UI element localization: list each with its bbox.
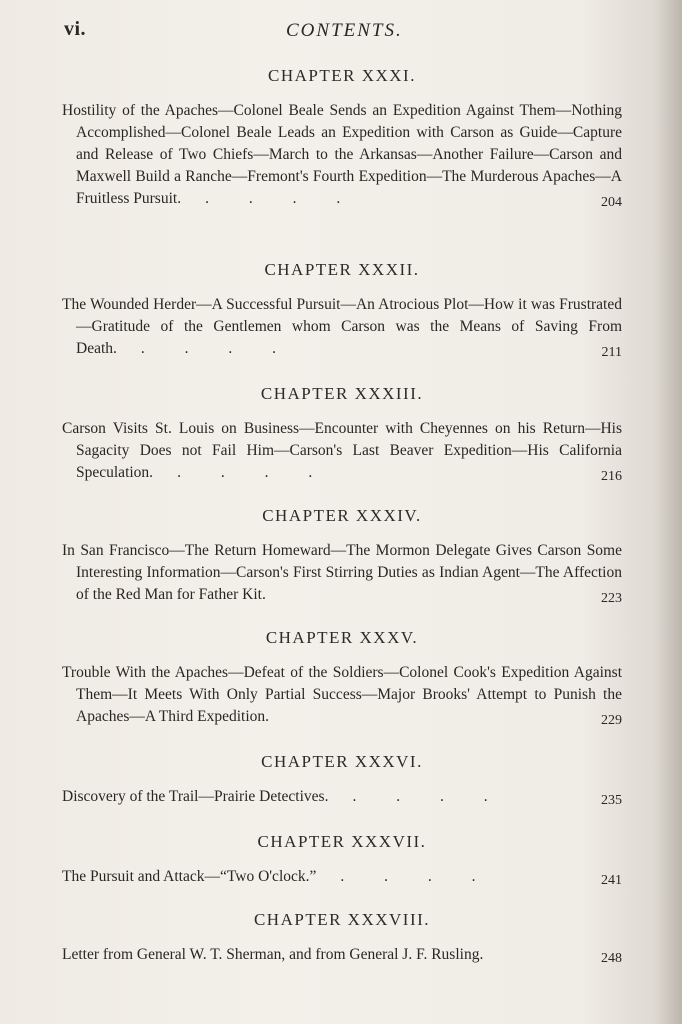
page-reference: 235: [601, 793, 622, 808]
page-reference: 204: [601, 195, 622, 210]
chapter-entry: [62, 832, 622, 892]
page-reference: 229: [601, 713, 622, 728]
chapter-summary: [62, 944, 622, 966]
summary-text: The Wounded Herder—A Successful Pursuit—An Atrocious Plot—How it was Frustrated—Gratitude of the Gentlemen whom Carson was the Means of Saving From Death.: [62, 296, 622, 357]
page-reference: 223: [601, 591, 622, 606]
page-reference: 216: [601, 469, 622, 484]
chapter-summary: [62, 540, 622, 606]
chapter-title: CHAPTER XXXII.: [264, 260, 420, 279]
dot-leader: . . . .: [140, 340, 295, 357]
page-reference: 248: [601, 951, 622, 966]
chapter-title: CHAPTER XXXVIII.: [253, 910, 431, 929]
chapter-summary: [62, 662, 622, 728]
page-number: vi.: [64, 18, 87, 40]
dot-leader: . . . .: [352, 788, 506, 805]
chapter-summary: [62, 294, 622, 360]
chapter-entry: [62, 752, 622, 812]
chapter-entry: [62, 384, 622, 488]
chapter-title: CHAPTER XXXIV.: [262, 506, 422, 525]
chapter-title: CHAPTER XXXV.: [265, 628, 419, 647]
summary-text: Carson Visits St. Louis on Business—Encounter with Cheyennes on his Return—His Sagacity Does not Fail Him—Carson's Last Beaver Expedition—His California Speculation.: [62, 420, 622, 481]
chapter-title: CHAPTER XXXI.: [268, 66, 416, 85]
page-reference: 211: [601, 345, 622, 360]
chapter-title: CHAPTER XXXVII.: [257, 832, 427, 851]
summary-text: In San Francisco—The Return Homeward—The Mormon Delegate Gives Carson Some Interesting Information—Carson's First Stirring Duties as Indian Agent—The Affection of the Red Man for Father Kit.: [62, 542, 622, 603]
summary-text: Hostility of the Apaches—Colonel Beale Sends an Expedition Against Them—Nothing Accomplished—Colonel Beale Leads an Expedition with Carson as Guide—Capture and Release of Two Chiefs—March to the Arkansas—Another Failure—Carson and Maxwell Build a Ranche—Fremont's Fourth Expedition—The Murderous Apaches—A Fruitless Pursuit.: [62, 102, 622, 207]
chapter-summary: [62, 786, 622, 808]
running-head: CONTENTS.: [286, 20, 403, 41]
dot-leader: . . . .: [177, 464, 331, 481]
chapter-entry: [62, 506, 622, 610]
chapter-summary: [62, 100, 622, 210]
summary-text: Letter from General W. T. Sherman, and from General J. F. Rusling.: [62, 946, 484, 963]
summary-text: The Pursuit and Attack—“Two O'clock.”: [62, 868, 317, 885]
chapter-entry: [62, 66, 622, 214]
chapter-entry: [62, 260, 622, 364]
chapter-summary: [62, 418, 622, 484]
dot-leader: . . . .: [205, 190, 359, 207]
summary-text: Discovery of the Trail—Prairie Detectives.: [62, 788, 329, 805]
chapter-entry: [62, 910, 622, 970]
page-curl-shadow: [654, 0, 682, 1024]
chapter-title: CHAPTER XXXVI.: [261, 752, 423, 771]
page-reference: 241: [601, 873, 622, 888]
summary-text: Trouble With the Apaches—Defeat of the Soldiers—Colonel Cook's Expedition Against Them—It Meets With Only Partial Success—Major Brooks' Attempt to Punish the Apaches—A Third Expedition.: [62, 664, 622, 725]
chapter-title: CHAPTER XXXIII.: [260, 384, 424, 403]
chapter-summary: [62, 866, 622, 888]
dot-leader: . . . .: [340, 868, 494, 885]
page-header: [64, 18, 624, 50]
chapter-entry: [62, 628, 622, 732]
